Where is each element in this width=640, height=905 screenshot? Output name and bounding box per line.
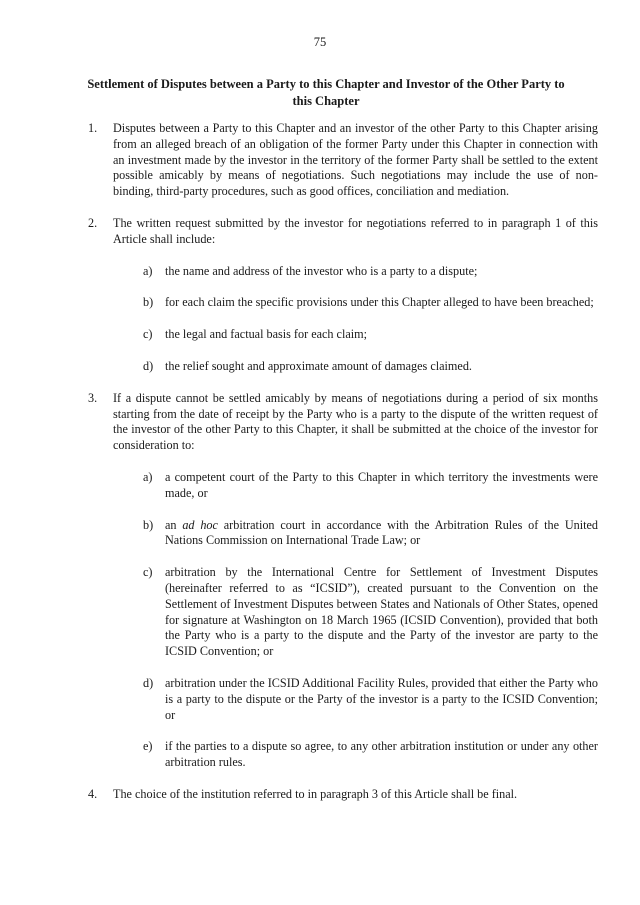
sub-item-text-post: arbitration court in accordance with the Arbitration Rules of the United Nations Commission on International Trade Law; or — [165, 517, 598, 548]
sub-item-text: if the parties to a dispute so agree, to any other arbitration institution or under any other arbitration rules. — [165, 739, 598, 770]
page-number: 75 — [313, 35, 327, 49]
section-heading: Settlement of Disputes between a Party to this Chapter and Investor of the Other Party to this Chapter — [87, 77, 565, 108]
sub-item — [113, 327, 598, 343]
sub-item — [113, 676, 598, 723]
sub-item-letter: b) — [143, 517, 154, 532]
paragraph-text: Disputes between a Party to this Chapter and an investor of the other Party to this Chapter arising from an alleged breach of an obligation of the former Party under this Chapter in connection with an investment made by the investor in the territory of the former Party shall be settled to the extent possible amicably by means of negotiations. Such negotiations may include the use of non-binding, third-party procedures, such as good offices, conciliation and mediation. — [113, 121, 598, 199]
sub-item-text: a competent court of the Party to this Chapter in which territory the investments were made, or — [165, 469, 598, 500]
paragraph-number: 1. — [88, 121, 98, 135]
sub-item — [113, 739, 598, 771]
paragraph-4 — [88, 787, 598, 803]
paragraph-number: 3. — [88, 390, 98, 405]
sub-item — [113, 518, 598, 550]
sub-item-letter: c) — [143, 327, 153, 342]
sub-item-text: the relief sought and approximate amount of damages claimed. — [165, 358, 472, 373]
sub-item — [113, 264, 598, 280]
paragraph-text: The choice of the institution referred to in paragraph 3 of this Article shall be final. — [113, 786, 518, 801]
paragraph-3 — [88, 391, 598, 771]
sub-item-text: the name and address of the investor who is a party to a dispute; — [165, 263, 478, 278]
sub-item-letter: a) — [143, 263, 153, 278]
sub-item-letter: d) — [143, 675, 154, 690]
sub-item — [113, 470, 598, 502]
sub-item — [113, 359, 598, 375]
sub-item-text: the legal and factual basis for each claim; — [165, 327, 368, 342]
paragraph-text: If a dispute cannot be settled amicably by means of negotiations during a period of six months starting from the date of receipt by the Party who is a party to the dispute of the written request of the investor of the other Party to this Chapter, it shall be submitted at the choice of the investor for consideration to: — [113, 390, 598, 453]
sub-item-text — [165, 518, 598, 548]
sub-item-letter: e) — [143, 739, 153, 754]
sub-item-list — [113, 470, 598, 771]
sub-item — [113, 295, 598, 311]
sub-item-list — [113, 264, 598, 375]
paragraph-1 — [88, 121, 598, 200]
sub-item-text-italic: ad hoc — [182, 517, 218, 532]
sub-item — [113, 565, 598, 660]
paragraph-number: 4. — [88, 786, 98, 801]
sub-item-letter: c) — [143, 565, 153, 580]
sub-item-letter: a) — [143, 469, 153, 484]
sub-item-text: for each claim the specific provisions under this Chapter alleged to have been breached; — [165, 295, 594, 310]
paragraph-number: 2. — [88, 215, 98, 230]
sub-item-text: arbitration by the International Centre for Settlement of Investment Disputes (hereinafter referred to as “ICSID”), created pursuant to the Convention on the Settlement of Investment Disputes between States and Nationals of Other States, opened for signature at Washington on 18 March 1965 (ICSID Convention), provided that both the Party who is a party to the dispute and the Party of the investor are party to the ICSID Convention; or — [165, 565, 598, 659]
document-body — [88, 121, 598, 819]
sub-item-text-pre: an — [165, 517, 183, 532]
sub-item-letter: b) — [143, 295, 154, 310]
paragraph-2 — [88, 216, 598, 375]
sub-item-letter: d) — [143, 358, 154, 373]
sub-item-text: arbitration under the ICSID Additional Facility Rules, provided that either the Party who is a party to the dispute or the Party of the investor is a party to the ICSID Convention; or — [165, 675, 598, 722]
paragraph-text: The written request submitted by the investor for negotiations referred to in paragraph 1 of this Article shall include: — [113, 215, 598, 246]
